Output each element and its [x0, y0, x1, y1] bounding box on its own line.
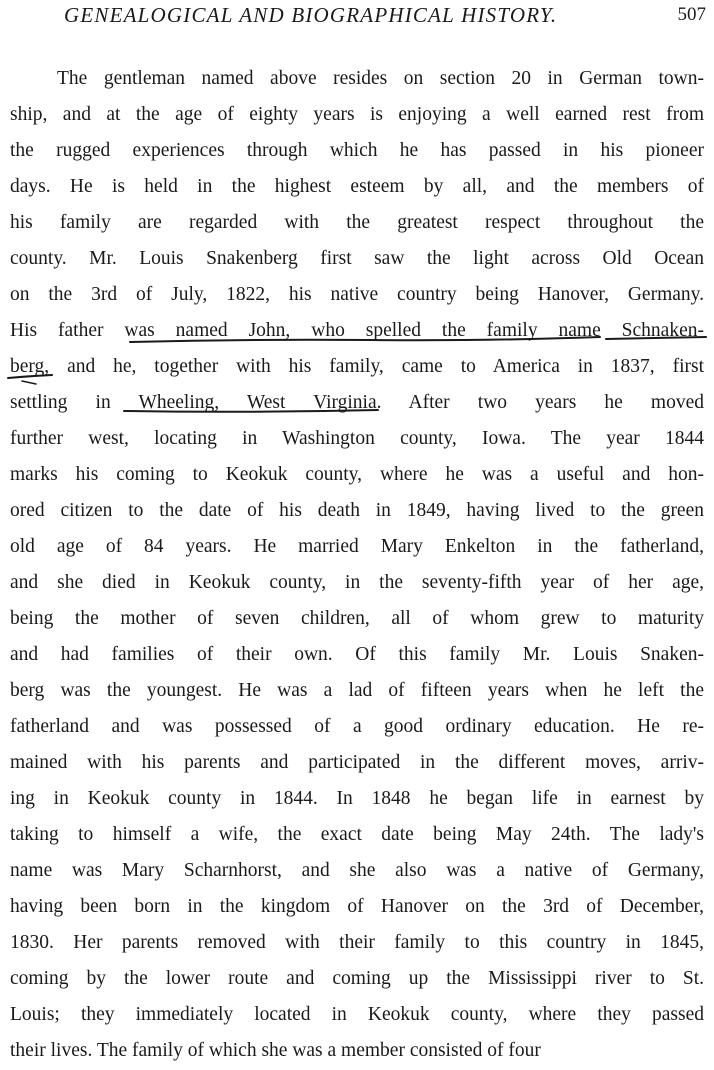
- text-line: 1830. Her parents removed with their family to this country in 1845,: [10, 932, 704, 953]
- text-line: Louis; they immediately located in Keokuk county, where they passed: [10, 1004, 704, 1025]
- text-line: further west, locating in Washington county, Iowa. The year 1844: [10, 428, 704, 449]
- text-line: ship, and at the age of eighty years is enjoying a well earned rest from: [10, 104, 704, 125]
- page-header: [64, 3, 710, 29]
- text-line: marks his coming to Keokuk county, where he was a useful and hon-: [10, 464, 704, 485]
- text-line: and had families of their own. Of this family Mr. Louis Snaken-: [10, 644, 704, 665]
- text-line: and she died in Keokuk county, in the seventy-fifth year of her age,: [10, 572, 704, 593]
- text-line: settling in Wheeling, West Virginia. After two years he moved: [10, 392, 704, 413]
- text-line: ing in Keokuk county in 1844. In 1848 he began life in earnest by: [10, 788, 704, 809]
- text-line: his family are regarded with the greatest respect throughout the: [10, 212, 704, 233]
- text-line: berg was the youngest. He was a lad of fifteen years when he left the: [10, 680, 704, 701]
- text-line: being the mother of seven children, all of whom grew to maturity: [10, 608, 704, 629]
- text-line: berg, and he, together with his family, came to America in 1837, first: [10, 356, 704, 377]
- text-line: old age of 84 years. He married Mary Enkelton in the fatherland,: [10, 536, 704, 557]
- text-line: taking to himself a wife, the exact date being May 24th. The lady's: [10, 824, 704, 845]
- text-line: mained with his parents and participated in the different moves, arriv-: [10, 752, 704, 773]
- text-line: county. Mr. Louis Snakenberg first saw the light across Old Ocean: [10, 248, 704, 269]
- text-line: name was Mary Scharnhorst, and she also was a native of Germany,: [10, 860, 704, 881]
- text-line: His father was named John, who spelled the family name Schnaken-: [10, 320, 704, 341]
- text-line: days. He is held in the highest esteem by all, and the members of: [10, 176, 704, 197]
- running-title: GENEALOGICAL AND BIOGRAPHICAL HISTORY.: [64, 3, 558, 27]
- text-line: having been born in the kingdom of Hanover on the 3rd of December,: [10, 896, 704, 917]
- text-line: ored citizen to the date of his death in 1849, having lived to the green: [10, 500, 704, 521]
- text-line: fatherland and was possessed of a good ordinary education. He re-: [10, 716, 704, 737]
- page-number: 507: [677, 4, 706, 25]
- text-line: on the 3rd of July, 1822, his native country being Hanover, Germany.: [10, 284, 704, 305]
- text-line: the rugged experiences through which he has passed in his pioneer: [10, 140, 704, 161]
- text-line: The gentleman named above resides on section 20 in German town-: [57, 68, 704, 89]
- text-line: their lives. The family of which she was a member consisted of four: [10, 1040, 541, 1061]
- text-line: coming by the lower route and coming up the Mississippi river to St.: [10, 968, 704, 989]
